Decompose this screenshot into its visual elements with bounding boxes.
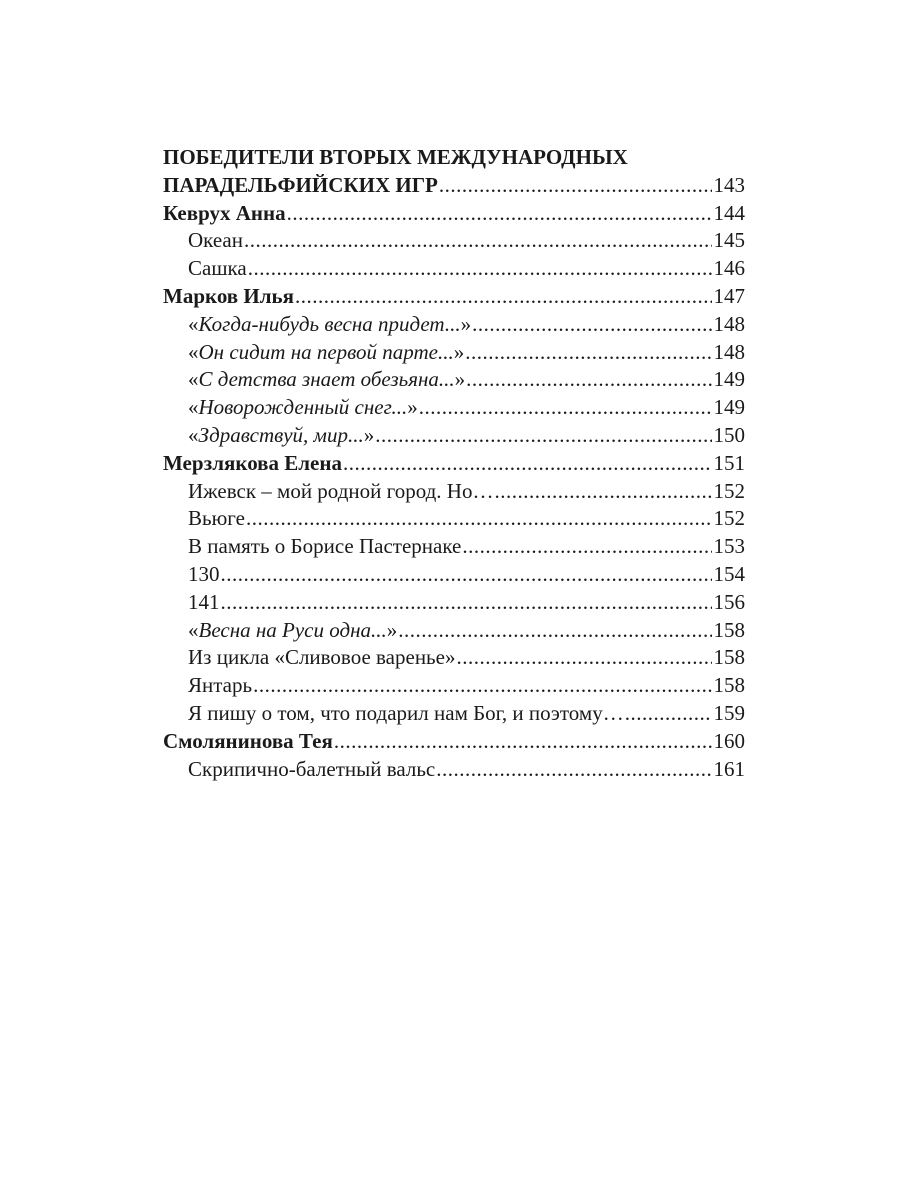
quote-open: « (188, 422, 199, 447)
toc-entry (163, 561, 745, 589)
italic-title: Он сидит на первой парте... (198, 339, 454, 364)
toc-entry-title (163, 283, 294, 311)
dot-leader (398, 617, 711, 645)
page-number: 152 (713, 478, 745, 503)
toc-entry-title (188, 366, 465, 394)
toc-entry-title (188, 644, 455, 672)
dot-leader (466, 366, 711, 394)
dot-leader (221, 589, 712, 617)
toc-entry-title (163, 172, 438, 200)
dot-leader (295, 283, 712, 311)
toc-entry (163, 756, 745, 784)
toc-entry-title (188, 422, 374, 450)
toc-entry (163, 700, 745, 728)
toc-entry-title (188, 533, 461, 561)
title-text: Из цикла «Сливовое варенье» (188, 645, 456, 670)
page-number: 153 (713, 534, 745, 559)
page-number: 161 (713, 756, 745, 781)
dot-leader (253, 672, 711, 700)
page-number: 158 (713, 617, 745, 642)
title-text: В память о Борисе Пастернаке (188, 534, 462, 559)
toc-entry (163, 505, 745, 533)
page-number: 149 (713, 395, 745, 420)
toc-entry (163, 728, 745, 756)
table-of-contents (163, 144, 745, 783)
italic-title: Весна на Руси одна... (198, 617, 387, 642)
title-text: » (363, 422, 375, 447)
title-text: » (460, 311, 472, 336)
title-text: Вьюге (188, 506, 245, 531)
dot-leader (439, 172, 712, 200)
toc-entry (163, 478, 745, 506)
dot-leader (625, 700, 712, 728)
title-text: Янтарь (188, 673, 253, 698)
title-text: » (454, 367, 466, 392)
title-text: 141 (188, 589, 220, 614)
quote-open: « (188, 395, 199, 420)
toc-entry (163, 339, 745, 367)
page-number: 158 (713, 645, 745, 670)
toc-entry-title (163, 728, 333, 756)
italic-title: Когда-нибудь весна придет... (198, 311, 461, 336)
dot-leader (419, 394, 712, 422)
page-number: 148 (713, 339, 745, 364)
toc-entry-title (163, 450, 342, 478)
page-number: 158 (713, 673, 745, 698)
toc-entry-title (188, 227, 243, 255)
title-text: ПАРАДЕЛЬФИЙСКИХ ИГР (163, 172, 438, 197)
title-text: Скрипично-балетный вальс (188, 756, 436, 781)
dot-leader (375, 422, 711, 450)
page-number: 147 (713, 283, 745, 308)
dot-leader (465, 339, 711, 367)
toc-entry (163, 227, 745, 255)
toc-entry (163, 283, 745, 311)
toc-entry (163, 589, 745, 617)
page-number: 160 (713, 728, 745, 753)
toc-entry (163, 644, 745, 672)
page-number: 148 (713, 311, 745, 336)
toc-entry-title (188, 255, 247, 283)
dot-leader (287, 200, 712, 228)
dot-leader (494, 478, 711, 506)
page-number: 150 (713, 422, 745, 447)
toc-entry-title (188, 589, 220, 617)
title-text: Смолянинова Тея (163, 728, 333, 753)
page-number: 143 (713, 172, 745, 197)
dot-leader (244, 227, 712, 255)
toc-entry (163, 394, 745, 422)
dot-leader (221, 561, 712, 589)
title-text: » (407, 395, 418, 420)
title-text: 130 (188, 561, 220, 586)
quote-open: « (188, 617, 199, 642)
toc-entry-title (188, 505, 245, 533)
quote-open: « (188, 339, 199, 364)
toc-entry (163, 617, 745, 645)
page-number: 156 (713, 589, 745, 614)
title-text: Марков Илья (163, 283, 294, 308)
toc-entry (163, 200, 745, 228)
title-text: Сашка (188, 256, 247, 281)
toc-entries (163, 172, 745, 784)
page-number: 151 (713, 450, 745, 475)
title-text: » (386, 617, 398, 642)
toc-entry (163, 533, 745, 561)
page-number: 144 (713, 200, 745, 225)
toc-entry (163, 255, 745, 283)
toc-entry-title (188, 700, 624, 728)
toc-entry-title (188, 478, 493, 506)
toc-entry-title (188, 394, 418, 422)
italic-title: Новорожденный снег... (198, 395, 408, 420)
quote-open: « (188, 311, 199, 336)
toc-entry (163, 422, 745, 450)
toc-entry (163, 366, 745, 394)
title-text: Я пишу о том, что подарил нам Бог, и поэтому… (188, 700, 624, 725)
dot-leader (436, 756, 711, 784)
toc-entry-title (188, 561, 220, 589)
toc-entry-title (188, 311, 471, 339)
toc-entry (163, 672, 745, 700)
toc-entry (163, 311, 745, 339)
dot-leader (343, 450, 712, 478)
title-text: Океан (188, 228, 243, 253)
toc-entry-title (188, 617, 397, 645)
toc-entry-title (188, 339, 464, 367)
quote-open: « (188, 367, 199, 392)
dot-leader (456, 644, 711, 672)
italic-title: С детства знает обезьяна... (198, 367, 455, 392)
toc-entry-title (188, 672, 252, 700)
dot-leader (462, 533, 711, 561)
title-text: » (453, 339, 465, 364)
title-text: Ижевск – мой родной город. Но… (188, 478, 494, 503)
dot-leader (334, 728, 712, 756)
title-text: Мерзлякова Елена (163, 450, 342, 475)
dot-leader (246, 505, 712, 533)
page-number: 146 (713, 256, 745, 281)
dot-leader (248, 255, 712, 283)
toc-entry-title (188, 756, 435, 784)
page-number: 159 (713, 700, 745, 725)
italic-title: Здравствуй, мир... (198, 422, 364, 447)
section-heading: ПОБЕДИТЕЛИ ВТОРЫХ МЕЖДУНАРОДНЫХ (163, 145, 628, 169)
dot-leader (472, 311, 711, 339)
page-number: 145 (713, 228, 745, 253)
title-text: Кеврух Анна (163, 200, 286, 225)
page-number: 154 (713, 561, 745, 586)
toc-entry (163, 450, 745, 478)
page-number: 149 (713, 367, 745, 392)
page-number: 152 (713, 506, 745, 531)
toc-entry-title (163, 200, 286, 228)
toc-entry (163, 172, 745, 200)
